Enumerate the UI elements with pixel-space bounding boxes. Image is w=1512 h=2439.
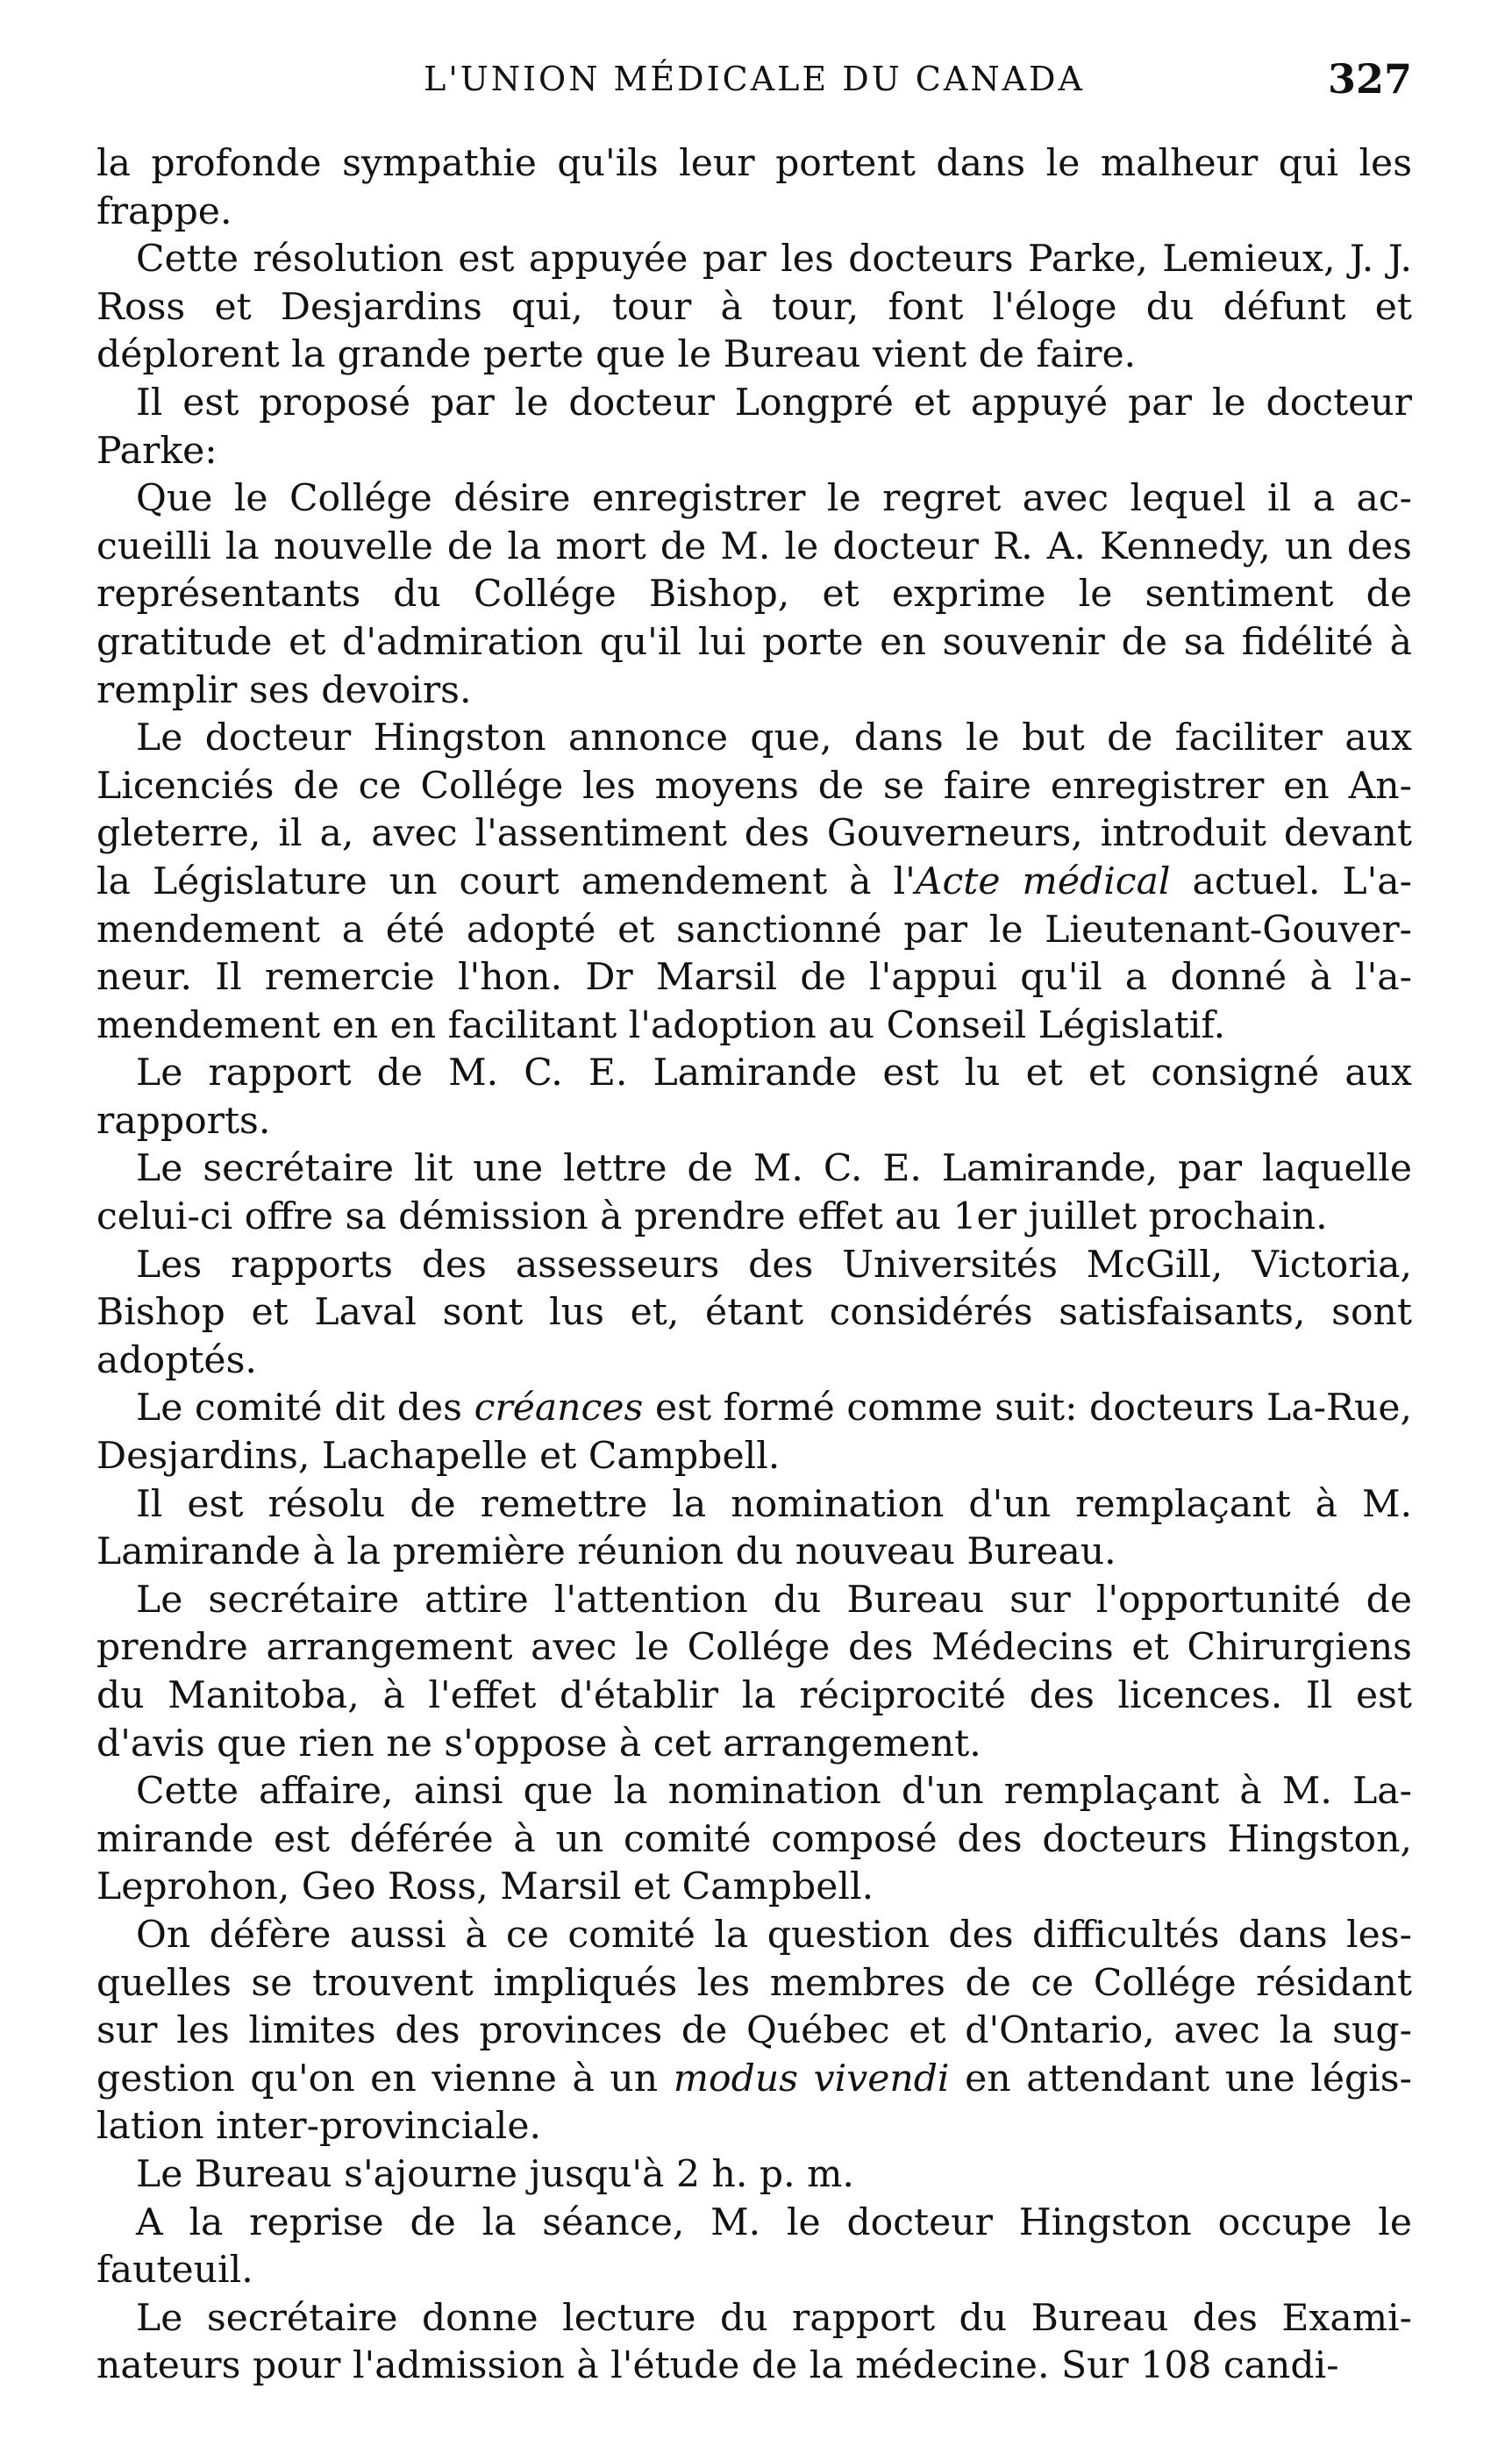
text-segment: Les rapports des assesseurs des Universités McGill, Victoria, Bishop et Laval sont lus et, étant considérés satisfaisants, sont adoptés. [96, 1243, 1412, 1382]
paragraph [96, 380, 1412, 475]
text-segment: la profonde sympathie qu'ils leur portent dans le malheur qui les frappe. [96, 142, 1412, 233]
paragraph [96, 2200, 1412, 2295]
paragraph [96, 1768, 1412, 1912]
text-segment: Il est proposé par le docteur Longpré et appuyé par le docteur Parke: [96, 381, 1412, 473]
paragraph [96, 1050, 1412, 1145]
paragraph [96, 715, 1412, 1050]
text-segment: Cette résolution est appuyée par les docteurs Parke, Lemieux, J. J. Ross et Desjardins qui, tour à tour, font l'éloge du défunt et déplorent la grande perte que le Bureau vient de faire. [96, 238, 1412, 377]
text-segment: Le secrétaire lit une lettre de M. C. E. Lamirande, par laquelle celui-ci offre sa démission à prendre effet au 1er juillet prochain. [96, 1147, 1412, 1239]
paragraph [96, 1577, 1412, 1768]
page-number: 327 [1327, 55, 1412, 103]
italic-text-segment: créances [474, 1387, 644, 1430]
text-segment: Que le Collége désire enregistrer le regret avec lequel il a ac-cueilli la nouvelle de la mort de M. le docteur R. A. Kennedy, un des représentants du Collége Bishop, et exprime le sentiment de gratitude et d'admiration qu'il lui porte en souvenir de sa fidélité à remplir ses devoirs. [96, 477, 1412, 712]
text-segment: Cette affaire, ainsi que la nomination d'un remplaçant à M. La-mirande est déférée à un comité composé des docteurs Hingston, Leprohon, Geo Ross, Marsil et Campbell. [96, 1770, 1412, 1909]
text-segment: Le comité dit des [136, 1387, 474, 1430]
body-text [96, 140, 1412, 2391]
text-segment: Le secrétaire donne lecture du rapport du Bureau des Exami-nateurs pour l'admission à l'étude de la médecine. Sur 108 candi- [96, 2296, 1412, 2388]
paragraph [96, 2151, 1412, 2200]
paragraph [96, 1912, 1412, 2151]
text-segment: Le docteur Hingston annonce que, dans le but de faciliter aux Licenciés de ce Collége les moyens de se faire enregistrer en An-gleterre, il a, avec l'assentiment des Gouverneurs, introduit devant la Législature un court amendement à l' [96, 717, 1412, 903]
paragraph [96, 475, 1412, 715]
text-segment: Le rapport de M. C. E. Lamirande est lu et et consigné aux rapports. [96, 1052, 1412, 1143]
paragraph [96, 1242, 1412, 1386]
paragraph [96, 140, 1412, 236]
text-segment: est formé comme suit: docteurs La-Rue, Desjardins, Lachapelle et Campbell. [96, 1387, 1412, 1479]
italic-text-segment: Acte médical [915, 859, 1171, 903]
text-segment: Le Bureau s'ajourne jusqu'à 2 h. p. m. [136, 2152, 854, 2196]
paragraph [96, 2295, 1412, 2391]
text-segment: actuel. L'a-mendement a été adopté et sanctionné par le Lieutenant-Gouver-neur. Il remercie l'hon. Dr Marsil de l'appui qu'il a donné à l'a-mendement en en facilitant l'adoption au Conseil Législatif. [96, 859, 1413, 1047]
paragraph [96, 1385, 1412, 1480]
text-segment: Le secrétaire attire l'attention du Bureau sur l'opportunité de prendre arrangement avec le Collége des Médecins et Chirurgiens du Manitoba, à l'effet d'établir la réciprocité des licences. Il est d'avis que rien ne s'oppose à cet arrangement. [96, 1578, 1412, 1765]
running-head: L'UNION MÉDICALE DU CANADA [424, 60, 1085, 98]
text-segment: Il est résolu de remettre la nomination d'un remplaçant à M. Lamirande à la première réunion du nouveau Bureau. [96, 1482, 1412, 1574]
paragraph [96, 236, 1412, 380]
paragraph [96, 1481, 1412, 1577]
page-header [96, 48, 1412, 110]
paragraph [96, 1145, 1412, 1241]
text-segment: en attendant une légis-lation inter-provinciale. [96, 2057, 1412, 2149]
italic-text-segment: modus vivendi [673, 2057, 950, 2100]
text-segment: On défère aussi à ce comité la question des difficultés dans les-quelles se trouvent impliqués les membres de ce Collége résidant sur les limites des provinces de Québec et d'Ontario, avec la sug-gestion qu'on en vienne à un [96, 1913, 1412, 2100]
text-segment: A la reprise de la séance, M. le docteur Hingston occupe le fauteuil. [96, 2200, 1412, 2293]
